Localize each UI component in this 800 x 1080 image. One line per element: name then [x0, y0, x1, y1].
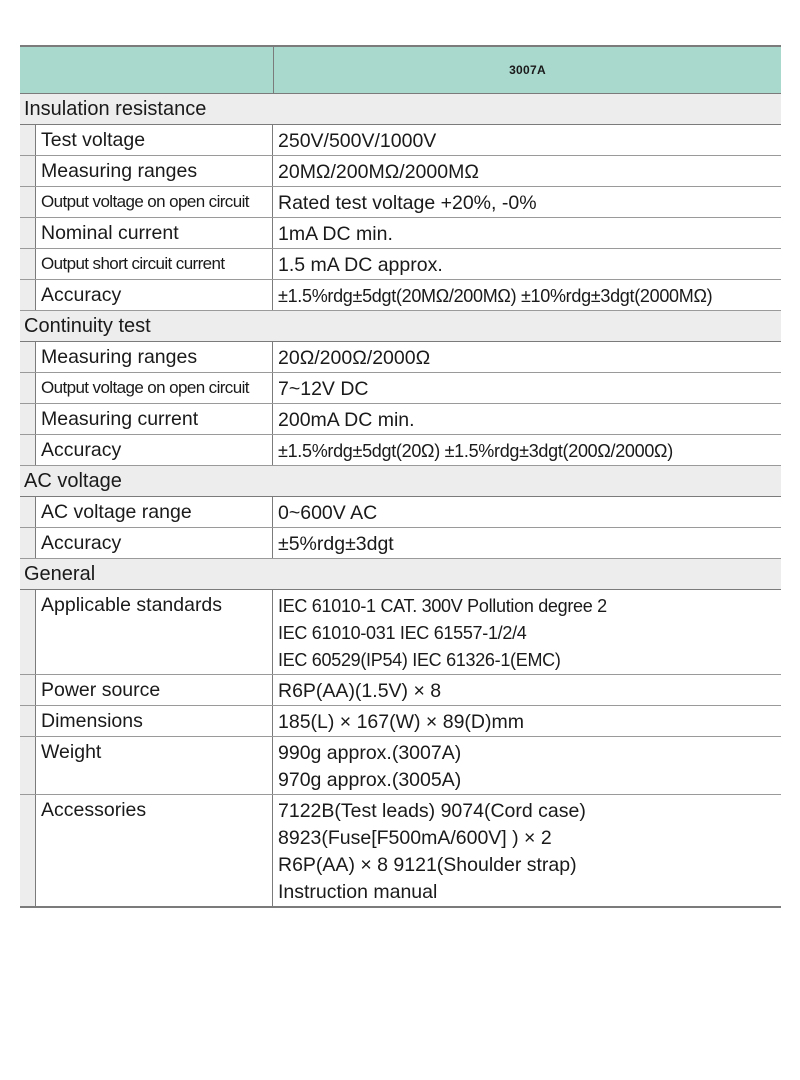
spec-label: Accuracy [36, 528, 273, 558]
spec-label: Power source [36, 675, 273, 705]
spec-value-line: 7122B(Test leads) 9074(Cord case) [278, 800, 586, 822]
row-indent [20, 156, 36, 186]
spec-label: Measuring ranges [36, 156, 273, 186]
row-indent [20, 125, 36, 155]
table-body [20, 94, 781, 906]
spec-value-line: 8923(Fuse[F500mA/600V] ) × 2 [278, 827, 552, 849]
spec-value-line: Rated test voltage +20%, -0% [278, 192, 537, 214]
spec-value [273, 125, 781, 155]
row-indent [20, 675, 36, 705]
section-heading: General [20, 559, 781, 590]
spec-value [273, 528, 781, 558]
row-indent [20, 249, 36, 279]
spec-row [20, 218, 781, 249]
spec-label: Measuring current [36, 404, 273, 434]
spec-value-line: IEC 61010-1 CAT. 300V Pollution degree 2 [278, 596, 607, 616]
spec-value-line: 20Ω/200Ω/2000Ω [278, 347, 431, 369]
section-heading: AC voltage [20, 466, 781, 497]
spec-label: Test voltage [36, 125, 273, 155]
spec-value [273, 280, 781, 310]
spec-value-line: IEC 61010-031 IEC 61557-1/2/4 [278, 623, 527, 643]
row-indent [20, 497, 36, 527]
spec-row [20, 156, 781, 187]
spec-value [273, 404, 781, 434]
row-indent [20, 706, 36, 736]
spec-table [20, 45, 781, 908]
spec-value [273, 737, 781, 794]
spec-value [273, 156, 781, 186]
spec-row [20, 187, 781, 218]
spec-value [273, 187, 781, 217]
spec-row [20, 404, 781, 435]
spec-row [20, 342, 781, 373]
spec-label: Accessories [36, 795, 273, 906]
spec-value-line: 185(L) × 167(W) × 89(D)mm [278, 711, 524, 733]
spec-label: Applicable standards [36, 590, 273, 674]
spec-value-line: R6P(AA)(1.5V) × 8 [278, 680, 442, 702]
spec-value-line: IEC 60529(IP54) IEC 61326-1(EMC) [278, 650, 561, 670]
model-header: 3007A [509, 63, 546, 77]
spec-row [20, 280, 781, 311]
spec-row [20, 737, 781, 795]
row-indent [20, 528, 36, 558]
spec-label: Accuracy [36, 280, 273, 310]
spec-row [20, 795, 781, 906]
section-heading: Insulation resistance [20, 94, 781, 125]
spec-row [20, 706, 781, 737]
spec-value-line: 0~600V AC [278, 502, 378, 524]
row-indent [20, 737, 36, 794]
row-indent [20, 795, 36, 906]
row-indent [20, 435, 36, 465]
spec-value-line: ±1.5%rdg±5dgt(20Ω) ±1.5%rdg±3dgt(200Ω/2000Ω) [278, 441, 673, 461]
spec-value-line: 20MΩ/200MΩ/2000MΩ [278, 161, 479, 183]
spec-label: Output voltage on open circuit [36, 373, 273, 403]
row-indent [20, 280, 36, 310]
section-heading: Continuity test [20, 311, 781, 342]
spec-value-line: 1mA DC min. [278, 223, 393, 245]
spec-value-line: 7~12V DC [278, 378, 369, 400]
spec-row [20, 590, 781, 675]
row-indent [20, 404, 36, 434]
row-indent [20, 218, 36, 248]
row-indent [20, 373, 36, 403]
spec-value [273, 675, 781, 705]
spec-value [273, 497, 781, 527]
spec-label: Accuracy [36, 435, 273, 465]
spec-value-line: 970g approx.(3005A) [278, 769, 462, 791]
spec-value-line: ±1.5%rdg±5dgt(20MΩ/200MΩ) ±10%rdg±3dgt(2000MΩ) [278, 286, 713, 306]
spec-row [20, 528, 781, 559]
spec-value-line: 200mA DC min. [278, 409, 415, 431]
spec-row [20, 497, 781, 528]
row-indent [20, 342, 36, 372]
spec-value-line: 1.5 mA DC approx. [278, 254, 443, 276]
spec-value [273, 590, 781, 674]
spec-label: AC voltage range [36, 497, 273, 527]
spec-value [273, 706, 781, 736]
spec-value [273, 373, 781, 403]
spec-value-line: R6P(AA) × 8 9121(Shoulder strap) [278, 854, 577, 876]
spec-label: Measuring ranges [36, 342, 273, 372]
spec-value [273, 218, 781, 248]
spec-row [20, 125, 781, 156]
spec-value [273, 795, 781, 906]
row-indent [20, 187, 36, 217]
spec-row [20, 675, 781, 706]
table-header [20, 47, 781, 94]
spec-value [273, 249, 781, 279]
spec-label: Weight [36, 737, 273, 794]
spec-label: Output voltage on open circuit [36, 187, 273, 217]
spec-value-line: 250V/500V/1000V [278, 130, 437, 152]
spec-value [273, 435, 781, 465]
spec-label: Nominal current [36, 218, 273, 248]
spec-value-line: 990g approx.(3007A) [278, 742, 462, 764]
spec-value-line: ±5%rdg±3dgt [278, 533, 394, 555]
header-empty-cell [20, 47, 274, 93]
spec-value [273, 342, 781, 372]
spec-row [20, 249, 781, 280]
spec-label: Dimensions [36, 706, 273, 736]
spec-row [20, 435, 781, 466]
spec-value-line: Instruction manual [278, 881, 438, 903]
spec-row [20, 373, 781, 404]
spec-label: Output short circuit current [36, 249, 273, 279]
row-indent [20, 590, 36, 674]
